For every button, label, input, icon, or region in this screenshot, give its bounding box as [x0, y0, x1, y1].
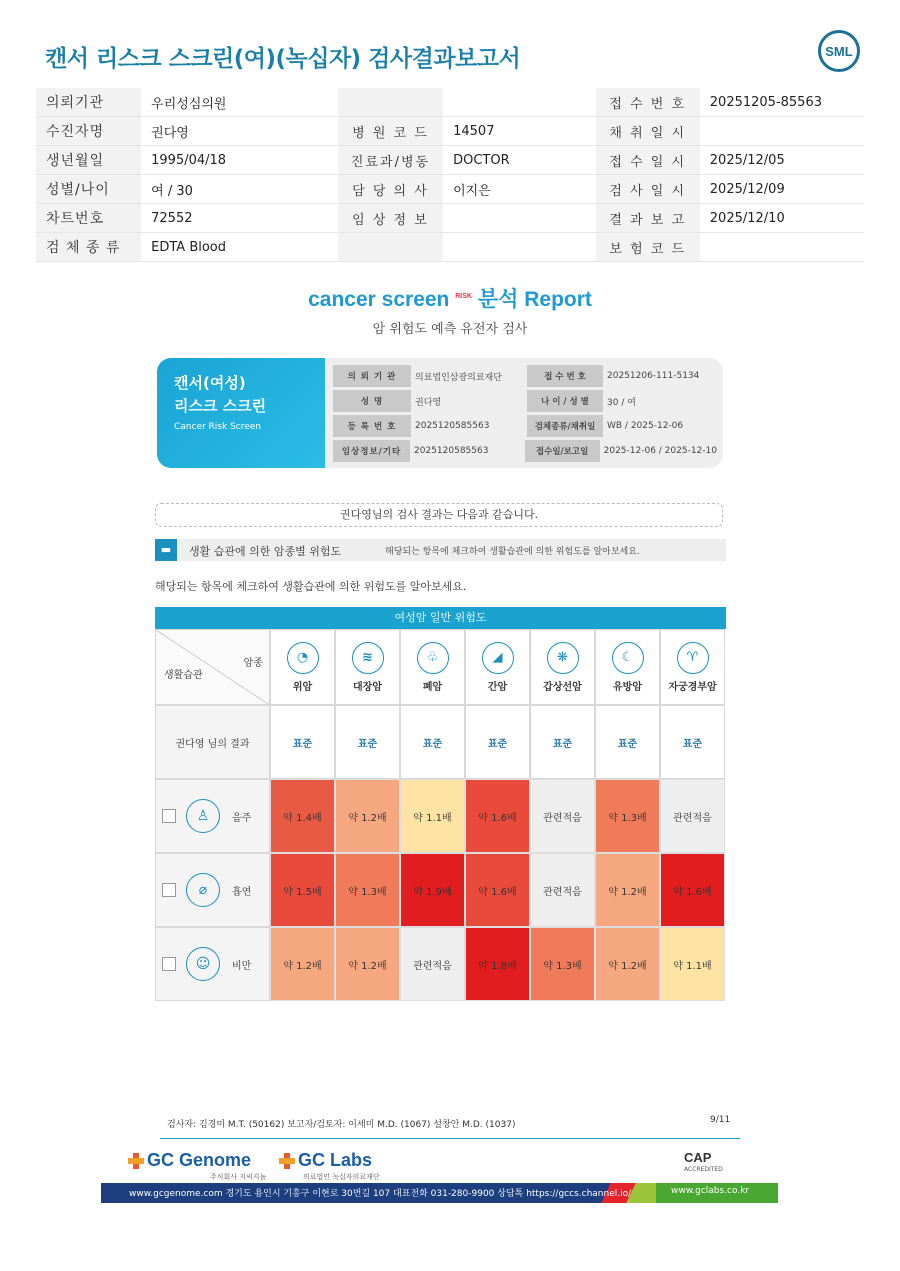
- risk-cell: [465, 853, 530, 927]
- risk-value: 약 1.1배: [673, 960, 712, 972]
- risk-cell: [465, 927, 530, 1001]
- card-banner: [157, 358, 325, 468]
- card-row: [333, 389, 717, 413]
- gc-labs-logo: [279, 1150, 372, 1171]
- risk-cell: [335, 927, 400, 1001]
- risk-value: 약 1.2배: [608, 960, 647, 972]
- risk-value: 약 1.2배: [608, 886, 647, 898]
- result-value: 표준: [357, 738, 378, 750]
- risk-value: 약 1.2배: [348, 960, 387, 972]
- cancer-name: 자궁경부암: [668, 681, 717, 693]
- info-label: 진료과/병동: [338, 146, 443, 175]
- risk-value: 약 1.9배: [413, 886, 452, 898]
- cancer-name: 위암: [292, 681, 313, 693]
- grid-corner: [155, 629, 270, 705]
- risk-cell: [595, 927, 660, 1001]
- result-cell: [660, 705, 725, 779]
- info-value: 1995/04/18: [141, 146, 338, 175]
- corner-bottom-label: 생활습관: [164, 670, 203, 681]
- cap-logo: CAP: [684, 1150, 712, 1165]
- info-label: 접 수 번 호: [596, 88, 700, 117]
- card-label: 등 록 번 호: [333, 415, 411, 437]
- result-cell: [465, 705, 530, 779]
- risk-cell: [400, 927, 465, 1001]
- cancer-header: [400, 629, 465, 705]
- brand-subtitle: 암 위험도 예측 유전자 검사: [372, 322, 528, 337]
- card-label: 나 이 / 성 별: [527, 390, 603, 412]
- habit-checkbox[interactable]: [162, 957, 176, 971]
- signers: [167, 1115, 731, 1130]
- risk-cell: [660, 779, 725, 853]
- risk-cell: [270, 853, 335, 927]
- risk-value: 약 1.3배: [543, 960, 582, 972]
- footer-address: www.gcgenome.com 경기도 용인시 기흥구 이현로 30번길 107 대표전화 031-280-9900 상담톡 https://gccs.channel.io/: [129, 1189, 632, 1199]
- risk-value: 약 1.2배: [348, 812, 387, 824]
- card-title-1: 캔서(여성): [174, 374, 246, 392]
- info-value: 이지은: [443, 175, 596, 204]
- risk-value: 약 1.3배: [348, 886, 387, 898]
- risk-value: 관련적음: [673, 812, 712, 824]
- result-cell: [595, 705, 660, 779]
- cancer-header: [270, 629, 335, 705]
- gc-genome-logo: [128, 1150, 251, 1171]
- instruction-note: 해당되는 항목에 체크하여 생활습관에 의한 위험도를 알아보세요.: [155, 580, 467, 593]
- risk-cell: [530, 927, 595, 1001]
- gc-cross-icon: [279, 1153, 295, 1169]
- report-label: 분석 Report: [477, 288, 592, 311]
- cancer-name: 갑상선암: [543, 681, 582, 693]
- cancer-header: [335, 629, 400, 705]
- risk-value: 약 1.2배: [283, 960, 322, 972]
- info-row: [36, 117, 864, 146]
- gc-cross-icon: [128, 1153, 144, 1169]
- card-label: 접수일/보고일: [525, 440, 600, 462]
- info-label: 임 상 정 보: [338, 204, 443, 233]
- risk-cell: [530, 779, 595, 853]
- smoking-icon: ⌀: [186, 873, 220, 907]
- risk-cell: [660, 853, 725, 927]
- gc-genome-text: GC Genome: [147, 1150, 252, 1170]
- info-label: 접 수 일 시: [596, 146, 700, 175]
- info-label: 생년월일: [36, 146, 141, 175]
- gc-labs-text: GC Labs: [298, 1150, 373, 1170]
- result-cell: [530, 705, 595, 779]
- info-value: 2025/12/10: [700, 204, 864, 233]
- risk-cell: [270, 779, 335, 853]
- info-label: 병 원 코 드: [338, 117, 443, 146]
- risk-value: 약 1.3배: [608, 812, 647, 824]
- info-label: 결 과 보 고: [596, 204, 700, 233]
- risk-cell: [595, 779, 660, 853]
- colon-icon: ≋: [352, 642, 384, 674]
- sml-logo: SML: [818, 30, 860, 72]
- alcohol-icon: ♙: [186, 799, 220, 833]
- risk-value: 약 1.6배: [478, 812, 517, 824]
- cancer-header: [660, 629, 725, 705]
- info-label: [338, 88, 443, 117]
- section-desc: 해당되는 항목에 체크하여 생활습관에 의한 위험도를 알아보세요.: [385, 547, 640, 557]
- result-value: 표준: [682, 738, 703, 750]
- result-label: 권다영 님의 결과: [175, 738, 250, 750]
- result-cell: [400, 705, 465, 779]
- info-label: 성별/나이: [36, 175, 141, 204]
- info-value: [443, 204, 596, 233]
- result-value: 표준: [292, 738, 313, 750]
- info-row: [36, 233, 864, 262]
- info-value: [443, 233, 596, 262]
- card-label: 접 수 번 호: [527, 365, 603, 387]
- habit-row-label: [155, 853, 270, 927]
- card-info-grid: [333, 364, 717, 464]
- card-row: [333, 439, 717, 463]
- stomach-icon: ◔: [287, 642, 319, 674]
- risk-value: 약 1.5배: [283, 886, 322, 898]
- card-label: 성 명: [333, 390, 411, 412]
- habit-name: 흡연: [232, 886, 252, 898]
- info-label: 담 당 의 사: [338, 175, 443, 204]
- cancer-screen-logo: cancer screen: [308, 288, 450, 311]
- breast-icon: ☾: [612, 642, 644, 674]
- habit-row-label: [155, 779, 270, 853]
- cancer-name: 간암: [487, 681, 508, 693]
- card-label: 임상정보/기타: [333, 440, 410, 462]
- info-label: 검 사 일 시: [596, 175, 700, 204]
- card-value: 2025-12-06 / 2025-12-10: [603, 446, 717, 456]
- risk-value: 약 1.8배: [478, 960, 517, 972]
- cancer-name: 폐암: [422, 681, 443, 693]
- card-label: 의 뢰 기 관: [333, 365, 411, 387]
- info-value: [443, 88, 596, 117]
- risk-value: 약 1.1배: [413, 812, 452, 824]
- brand-title: [0, 283, 900, 313]
- habit-checkbox[interactable]: [162, 809, 176, 823]
- result-value: 표준: [617, 738, 638, 750]
- risk-cell: [335, 853, 400, 927]
- info-label: 채 취 일 시: [596, 117, 700, 146]
- cancer-header: [595, 629, 660, 705]
- cancer-name: 대장암: [353, 681, 382, 693]
- risk-value: 약 1.4배: [283, 812, 322, 824]
- info-value: EDTA Blood: [141, 233, 338, 262]
- risk-label: RISK: [455, 293, 472, 300]
- gc-genome-sub: 주식회사 지씨지놈: [210, 1173, 267, 1181]
- risk-value: 관련적음: [413, 960, 452, 972]
- result-cell: [270, 705, 335, 779]
- intro-text: 권다영님의 검사 결과는 다음과 같습니다.: [155, 503, 723, 527]
- risk-cell: [335, 779, 400, 853]
- cancer-header: [530, 629, 595, 705]
- bed-icon: ▬: [155, 539, 177, 561]
- card-value: 20251206-111-5134: [607, 371, 700, 381]
- result-label-cell: [155, 705, 270, 779]
- risk-value: 관련적음: [543, 812, 582, 824]
- risk-value: 약 1.6배: [478, 886, 517, 898]
- info-label: 검 체 종 류: [36, 233, 141, 262]
- result-value: 표준: [487, 738, 508, 750]
- risk-value: 관련적음: [543, 886, 582, 898]
- info-row: [36, 175, 864, 204]
- info-value: [700, 117, 864, 146]
- habit-name: 비만: [232, 960, 252, 972]
- cancer-header: [465, 629, 530, 705]
- result-value: 표준: [422, 738, 443, 750]
- info-value: 2025/12/05: [700, 146, 864, 175]
- patient-info-table: [36, 88, 864, 262]
- risk-cell: [660, 927, 725, 1001]
- cancer-name: 유방암: [613, 681, 642, 693]
- info-row: [36, 146, 864, 175]
- card-row: [333, 364, 717, 388]
- info-value: 여 / 30: [141, 175, 338, 204]
- habit-row-label: [155, 927, 270, 1001]
- habit-checkbox[interactable]: [162, 883, 176, 897]
- card-title-2: 리스크 스크린: [174, 397, 267, 415]
- info-value: [700, 233, 864, 262]
- risk-cell: [595, 853, 660, 927]
- card-value: 의료법인삼광의료재단: [415, 372, 502, 383]
- card-title-3: Cancer Risk Screen: [174, 422, 262, 432]
- info-value: 72552: [141, 204, 338, 233]
- info-label: 보 험 코 드: [596, 233, 700, 262]
- risk-cell: [465, 779, 530, 853]
- info-label: [338, 233, 443, 262]
- card-value: 권다영: [415, 397, 442, 408]
- grid-header: 여성암 일반 위험도: [155, 607, 726, 629]
- gc-labs-sub: 의료법인 녹십자의료재단: [303, 1173, 380, 1181]
- risk-cell: [270, 927, 335, 1001]
- risk-value: 약 1.6배: [673, 886, 712, 898]
- card-value: 2025120585563: [414, 446, 489, 456]
- section-title: 생활 습관에 의한 암종별 위험도: [189, 545, 342, 558]
- info-value: 14507: [443, 117, 596, 146]
- risk-cell: [530, 853, 595, 927]
- info-label: 차트번호: [36, 204, 141, 233]
- info-value: DOCTOR: [443, 146, 596, 175]
- card-value: WB / 2025-12-06: [607, 421, 684, 431]
- info-label: 의뢰기관: [36, 88, 141, 117]
- obesity-icon: ☺: [186, 947, 220, 981]
- risk-cell: [400, 853, 465, 927]
- card-label: 검체종류/채취일: [527, 415, 603, 437]
- footer-bar: [101, 1183, 778, 1203]
- info-value: 2025/12/09: [700, 175, 864, 204]
- info-value: 권다영: [141, 117, 338, 146]
- risk-grid: [155, 607, 726, 1003]
- footer-site: www.gclabs.co.kr: [671, 1186, 750, 1196]
- cap-sub: ACCREDITED: [684, 1166, 723, 1173]
- card-value: 2025120585563: [415, 421, 490, 431]
- thyroid-icon: ❋: [547, 642, 579, 674]
- signers-text: 검사자: 김경미 M.T. (50162) 보고자/검토자: 이세미 M.D. (1067) 설창안 M.D. (1037): [167, 1120, 516, 1130]
- corner-top-label: 암종: [243, 658, 263, 669]
- footer-divider: [160, 1138, 740, 1139]
- info-row: [36, 204, 864, 233]
- info-value: 우리성심의원: [141, 88, 338, 117]
- info-row: [36, 88, 864, 117]
- habit-name: 음주: [232, 812, 252, 824]
- result-cell: [335, 705, 400, 779]
- info-label: 수진자명: [36, 117, 141, 146]
- info-value: 20251205-85563: [700, 88, 864, 117]
- report-title: 캔서 리스크 스크린(여)(녹십자) 검사결과보고서: [45, 46, 521, 72]
- card-value: 30 / 여: [607, 397, 636, 408]
- section-bar: [155, 539, 726, 561]
- liver-icon: ◢: [482, 642, 514, 674]
- page-number: 9/11: [710, 1115, 731, 1125]
- summary-card: [157, 358, 723, 468]
- card-row: [333, 414, 717, 438]
- result-value: 표준: [552, 738, 573, 750]
- uterus-icon: ♈: [677, 642, 709, 674]
- risk-cell: [400, 779, 465, 853]
- lung-icon: ♧: [417, 642, 449, 674]
